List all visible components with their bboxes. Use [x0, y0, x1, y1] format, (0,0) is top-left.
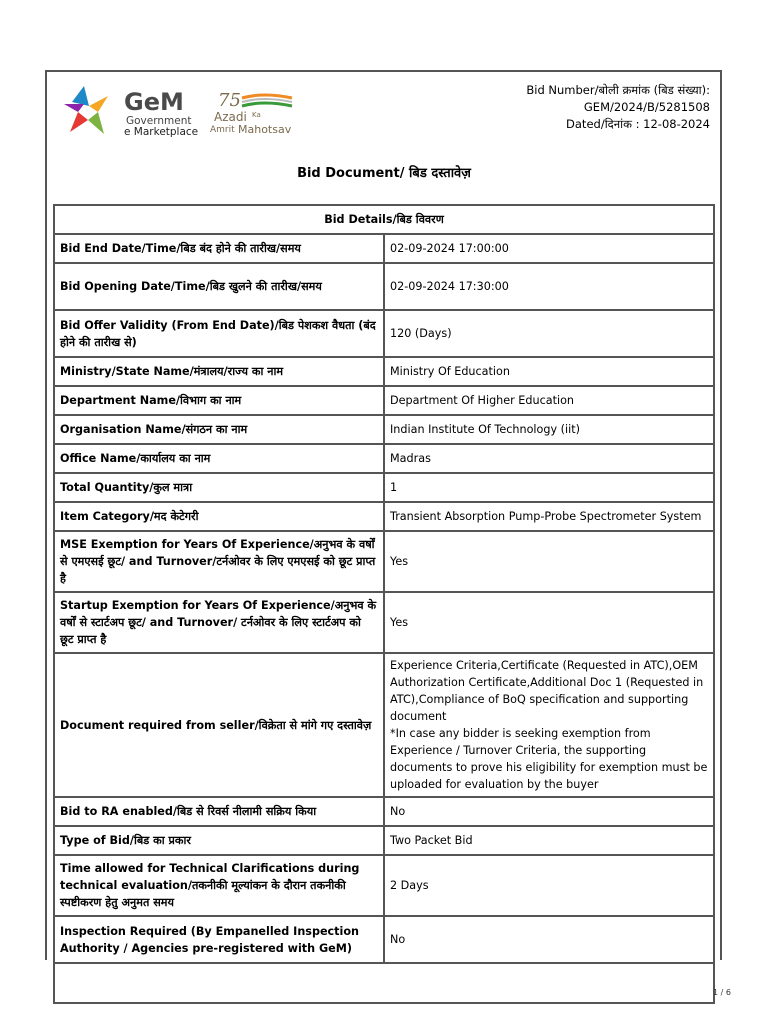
azadi-mahotsav: Mahotsav — [238, 123, 292, 136]
document-title: Bid Document/ बिड दस्तावेज़ — [297, 166, 471, 181]
row-value — [384, 855, 714, 916]
row-label: Inspection Required (By Empanelled Inspection Authority / Agencies pre-registered with GeM) — [54, 916, 384, 963]
row-value — [384, 653, 714, 797]
row-value-text: 2 Days — [390, 879, 429, 892]
row-value-text: No — [390, 933, 406, 946]
table-row — [54, 234, 714, 263]
table-row — [54, 444, 714, 473]
dated-label: Dated/दिनांक : — [566, 117, 640, 131]
row-value — [384, 502, 714, 531]
row-value-text: 120 (Days) — [390, 327, 452, 340]
row-value — [384, 234, 714, 263]
row-value-text: Yes — [390, 555, 409, 568]
table-row — [54, 386, 714, 415]
table-row — [54, 797, 714, 826]
row-value — [384, 357, 714, 386]
row-value — [384, 386, 714, 415]
page-number: 1 / 6 — [713, 988, 731, 997]
row-label: Bid Offer Validity (From End Date)/बिड पेशकश वैधता (बंद होने की तारीख से) — [54, 310, 384, 357]
gem-logo-line2: e Marketplace — [124, 126, 199, 138]
table-row — [54, 855, 714, 916]
table-header: Bid Details/बिड विवरण — [54, 205, 714, 234]
empty-cell — [54, 963, 714, 1003]
row-value — [384, 310, 714, 357]
azadi-number: 75 — [218, 90, 241, 111]
bid-date — [526, 116, 710, 133]
gem-logo-line1: Government — [126, 115, 192, 127]
gem-logo-title: GeM — [124, 88, 184, 116]
azadi-line1: Azadi — [214, 110, 247, 124]
azadi-ka-amrit-mahotsav-logo — [208, 90, 302, 136]
row-label: Item Category/मद केटेगरी — [54, 502, 384, 531]
row-value — [384, 797, 714, 826]
row-value — [384, 415, 714, 444]
row-label: MSE Exemption for Years Of Experience/अनुभव के वर्षों से एमएसई छूट/ and Turnover/टर्नओवर के लिए एमएसई को छूट प्राप्त है — [54, 531, 384, 592]
row-value — [384, 531, 714, 592]
gem-logo — [64, 82, 204, 140]
row-value — [384, 592, 714, 653]
row-label: Organisation Name/संगठन का नाम — [54, 415, 384, 444]
row-label: Bid to RA enabled/बिड से रिवर्स नीलामी सक्रिय किया — [54, 797, 384, 826]
row-value-text: Yes — [390, 616, 409, 629]
azadi-ka: Ka — [252, 111, 261, 119]
bid-number: GEM/2024/B/5281508 — [583, 100, 710, 114]
row-value — [384, 916, 714, 963]
row-value-text: 02-09-2024 17:30:00 — [390, 280, 509, 293]
row-value-text: Transient Absorption Pump-Probe Spectrometer System — [390, 510, 702, 523]
table-row — [54, 502, 714, 531]
row-label: Ministry/State Name/मंत्रालय/राज्य का नाम — [54, 357, 384, 386]
row-value-text: No — [390, 805, 406, 818]
table-row — [54, 415, 714, 444]
row-value — [384, 263, 714, 310]
row-label: Type of Bid/बिड का प्रकार — [54, 826, 384, 855]
bid-details-table — [53, 204, 715, 1004]
table-row — [54, 263, 714, 310]
table-row-empty — [54, 963, 714, 1003]
table-row — [54, 653, 714, 797]
row-value-text: Two Packet Bid — [390, 834, 473, 847]
table-row — [54, 592, 714, 653]
table-header-row — [54, 205, 714, 234]
row-value-text: 02-09-2024 17:00:00 — [390, 242, 509, 255]
row-value-text: Madras — [390, 452, 431, 465]
row-value-text: Ministry Of Education — [390, 365, 510, 378]
row-label: Bid End Date/Time/बिड बंद होने की तारीख/समय — [54, 234, 384, 263]
bid-number-label: Bid Number/बोली क्रमांक (बिड संख्या): — [526, 83, 710, 97]
table-row — [54, 531, 714, 592]
row-value-text: Experience Criteria,Certificate (Requested in ATC),OEM Authorization Certificate,Additional Doc 1 (Requested in ATC),Compliance of BoQ specification and supporting document — [390, 659, 704, 723]
row-label: Document required from seller/विक्रेता से मांगे गए दस्तावेज़ — [54, 653, 384, 797]
row-value — [384, 473, 714, 502]
row-label: Total Quantity/कुल मात्रा — [54, 473, 384, 502]
row-value-text: Department Of Higher Education — [390, 394, 575, 407]
table-row — [54, 826, 714, 855]
row-label: Bid Opening Date/Time/बिड खुलने की तारीख/समय — [54, 263, 384, 310]
row-label: Time allowed for Technical Clarifications during technical evaluation/तकनीकी मूल्यांकन के दौरान तकनीकी स्पष्टीकरण हेतु अनुमत समय — [54, 855, 384, 916]
row-value-text: Indian Institute Of Technology (iit) — [390, 423, 580, 436]
bid-info — [526, 82, 710, 133]
table-row — [54, 357, 714, 386]
flag-stripes-icon — [242, 95, 292, 106]
row-label: Office Name/कार्यालय का नाम — [54, 444, 384, 473]
azadi-amrit: Amrit — [210, 125, 235, 135]
row-value-text: 1 — [390, 481, 398, 494]
dated-value: 12-08-2024 — [643, 117, 710, 131]
row-label: Department Name/विभाग का नाम — [54, 386, 384, 415]
table-row — [54, 473, 714, 502]
gem-star-icon — [64, 86, 108, 134]
table-row — [54, 310, 714, 357]
row-value — [384, 826, 714, 855]
row-value-note: *In case any bidder is seeking exemption from Experience / Turnover Criteria, the supporting documents to prove his eligibility for exemption must be uploaded for evaluation by the buyer — [390, 727, 708, 791]
table-row — [54, 916, 714, 963]
row-value — [384, 444, 714, 473]
row-label: Startup Exemption for Years Of Experience/अनुभव के वर्षों से स्टार्टअप छूट/ and Turnover/ टर्नओवर के लिए स्टार्टअप को छूट प्राप्त है — [54, 592, 384, 653]
